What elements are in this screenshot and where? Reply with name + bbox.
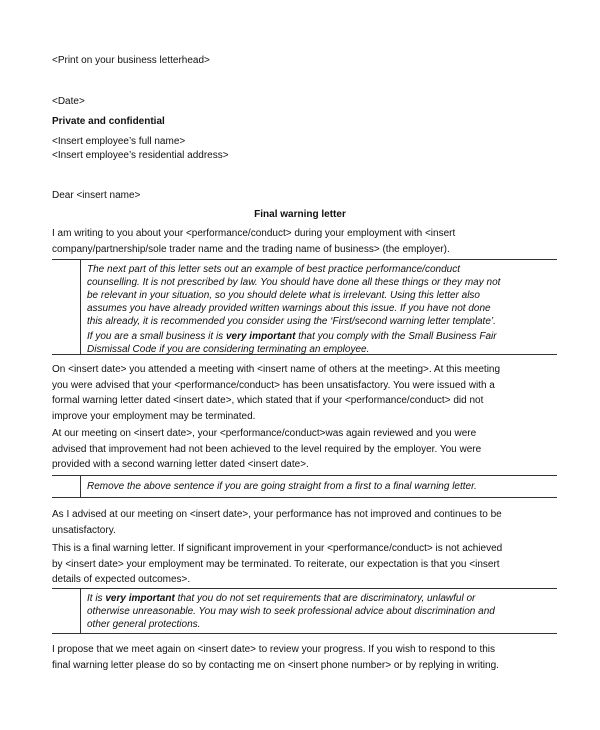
note-line: The next part of this letter sets out an example of best practice performance/conduct [87,264,460,275]
performance-paragraph [52,507,552,538]
paragraph-line: unsatisfactory. [52,524,116,536]
note-rule [80,589,81,633]
paragraph-line: provided with a second warning letter dated <insert date>. [52,459,309,470]
note-line: counselling. It is not prescribed by law. You should have done all these things or they may not [87,277,501,288]
note-rule [80,476,81,497]
paragraph-line: you were advised that your <performance/conduct> has been unsatisfactory. You were issued with a [52,379,495,391]
paragraph-line: I propose that we meet again on <insert date> to review your progress. If you wish to respond to this [52,644,496,655]
note-line-template-link: this already, it is recommended you consider using the ‘First/second warning letter template’. [87,316,496,327]
note-line: assumes you have already provided written warnings about this issue. If you have not done [87,303,491,314]
employee-name-placeholder: <Insert employee’s full name> [52,136,186,147]
letter-title: Final warning letter [254,209,346,220]
review-paragraph [52,426,552,473]
guidance-note-remove-sentence [52,475,557,498]
paragraph-line: At our meeting on <insert date>, your <performance/conduct>was again reviewed and you were [52,428,477,439]
guidance-note-requirements [52,588,557,634]
intro-paragraph [52,226,552,257]
follow-up-paragraph [52,642,552,673]
paragraph-line: by <insert date> your employment may be terminated. To reiterate, our expectation is that you <insert [52,558,500,570]
paragraph-line: formal warning letter dated <insert date>, which stated that if your <performance/conduct> did not [52,395,484,406]
employee-address-placeholder: <Insert employee’s residential address> [52,150,229,161]
note-text: that you do not set requirements that are discriminatory, unlawful or [174,593,476,604]
note-line: Remove the above sentence if you are going straight from a first to a final warning letter. [87,481,477,492]
final-warning-paragraph [52,541,552,588]
confidential-label: Private and confidential [52,116,165,127]
letterhead-placeholder: <Print on your business letterhead> [52,55,210,66]
note-line: otherwise unreasonable. You may wish to seek professional advice about discrimination and [87,606,495,617]
note-text: It is [87,593,106,604]
intro-line: I am writing to you about your <performance/conduct> during your employment with <insert [52,228,456,239]
note-line: Dismissal Code if you are considering terminating an employee. [87,344,370,355]
paragraph-line: advised that improvement had not been achieved to the level required by the employer. You were [52,443,482,455]
intro-line: company/partnership/sole trader name and the trading name of business> (the employer). [52,243,450,255]
note-rule [80,260,81,354]
meeting-paragraph [52,362,552,424]
guidance-note-best-practice [52,259,557,355]
emphasis-text: very important [225,331,296,342]
paragraph-line: As I advised at our meeting on <insert date>, your performance has not improved and continues to be [52,509,502,520]
salutation: Dear <insert name> [52,190,141,201]
paragraph-line: This is a final warning letter. If significant improvement in your <performance/conduct> is not achieved [52,543,503,554]
note-text: that you comply with the Small Business Fair [295,331,497,342]
note-line: other general protections. [87,619,201,630]
note-text: If you are a small business it is [87,331,226,342]
date-placeholder: <Date> [52,96,85,107]
note-line: be relevant in your situation, so you should delete what is irrelevant. Using this letter also [87,290,480,301]
paragraph-line: details of expected outcomes>. [52,574,191,585]
paragraph-line: final warning letter please do so by contacting me on <insert phone number> or by replying in writing. [52,659,499,671]
emphasis-text: very important [105,593,175,604]
paragraph-line: On <insert date> you attended a meeting with <insert name of others at the meeting>. At this meeting [52,364,501,375]
paragraph-line: improve your employment may be terminated. [52,410,256,422]
